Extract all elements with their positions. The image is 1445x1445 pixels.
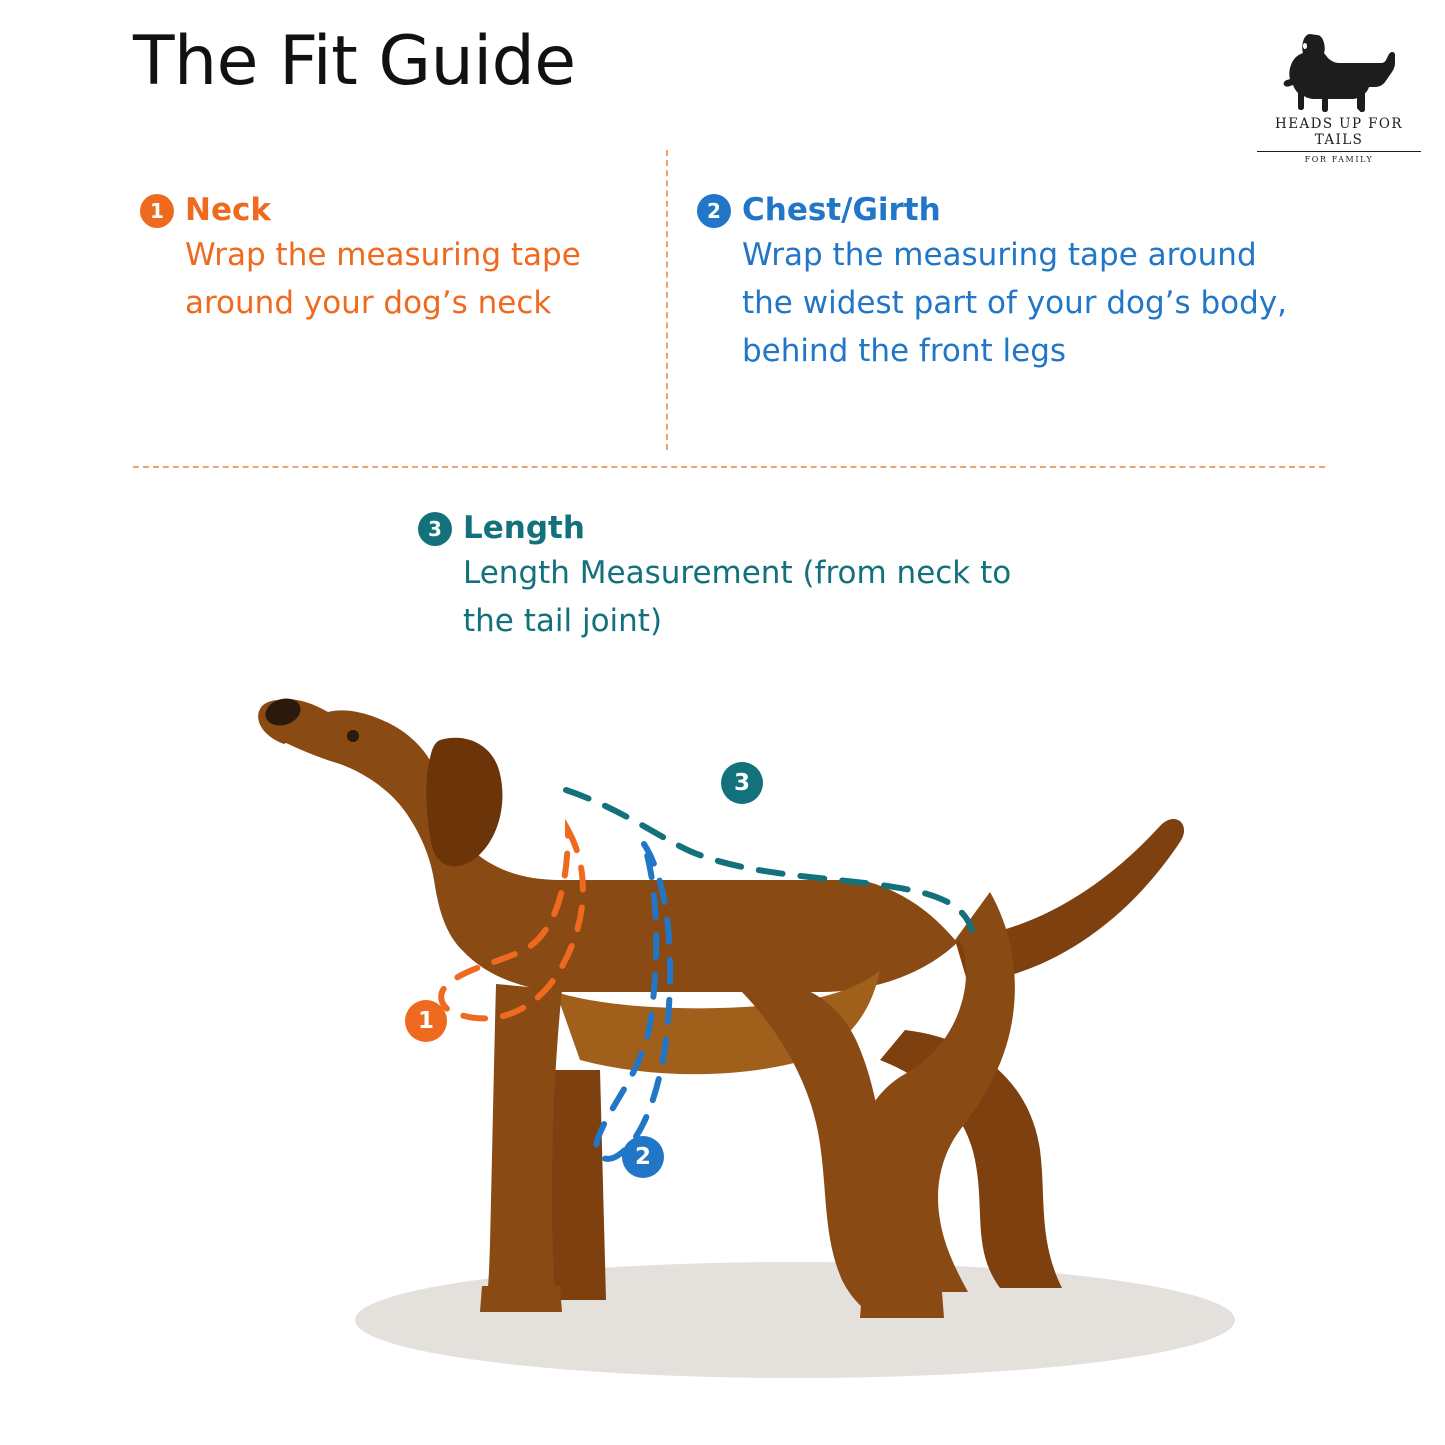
step-neck-title: Neck (185, 192, 271, 228)
neck-measure-marker: 1 (405, 1000, 447, 1042)
dog-front-leg (486, 984, 562, 1304)
logo-divider (1257, 151, 1421, 152)
step-chest (697, 192, 1297, 375)
length-measure-marker: 3 (721, 762, 763, 804)
brand-logo (1255, 24, 1423, 164)
step-chest-header (697, 192, 1297, 229)
step-length (418, 510, 1058, 645)
step-chest-description: Wrap the measuring tape around the widest part of your dog’s body, behind the front legs (742, 237, 1288, 370)
step-neck-badge: 1 (140, 194, 174, 228)
dog-front-paw (480, 1286, 562, 1312)
chest-measure-marker: 2 (622, 1136, 664, 1178)
dog-body (262, 702, 1015, 1292)
dog-far-front-leg (545, 1070, 606, 1300)
brand-name: HEADS UP FOR TAILS (1275, 116, 1403, 148)
step-neck-header (140, 192, 610, 229)
step-chest-title: Chest/Girth (742, 192, 941, 228)
vertical-divider (666, 150, 668, 450)
step-length-badge: 3 (418, 512, 452, 546)
step-neck (140, 192, 610, 327)
dog-eye (347, 730, 359, 742)
horizontal-divider (133, 466, 1325, 468)
dog-hind-paw (860, 1292, 944, 1318)
dog-illustration (0, 640, 1445, 1440)
page-title: The Fit Guide (133, 22, 576, 101)
step-length-description: Length Measurement (from neck to the tail joint) (463, 555, 1012, 640)
step-length-header (418, 510, 1058, 547)
ground-shadow (355, 1262, 1235, 1378)
step-chest-badge: 2 (697, 194, 731, 228)
step-length-title: Length (463, 510, 585, 546)
dog-silhouette-icon (1255, 24, 1423, 114)
dog-ear (426, 738, 502, 867)
step-neck-description: Wrap the measuring tape around your dog’s neck (185, 237, 581, 322)
brand-tagline: FOR FAMILY (1304, 155, 1374, 164)
